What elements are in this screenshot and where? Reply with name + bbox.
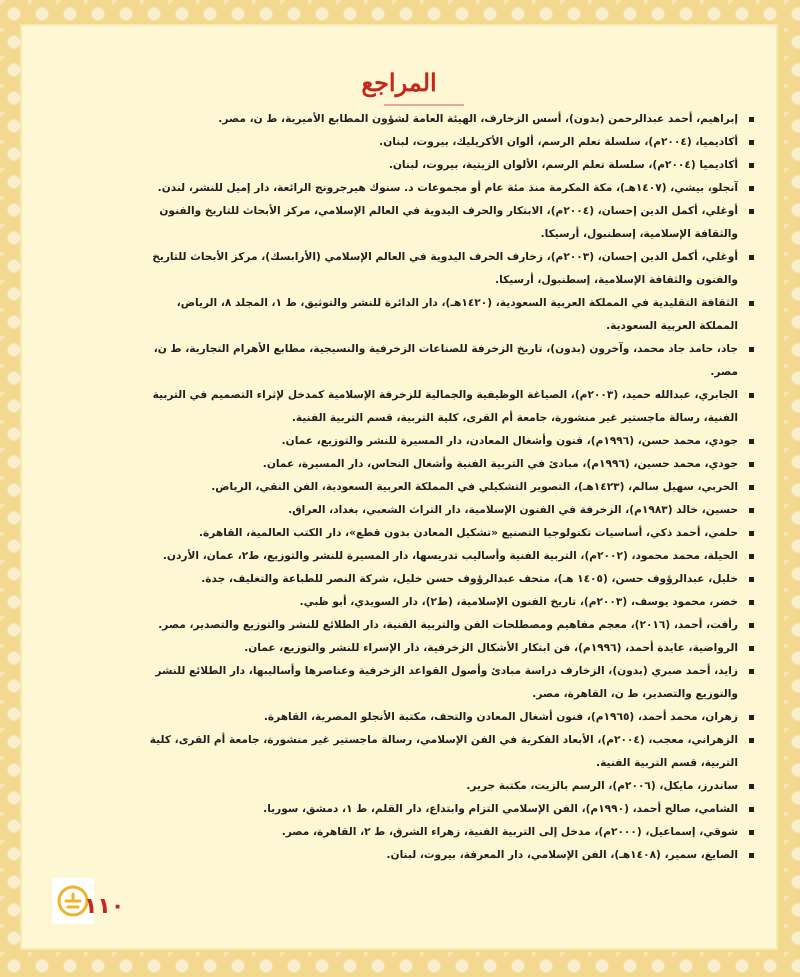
reference-item: أوغلي، أكمل الدين إحسان، (٢٠٠٣م)، زخارف الحرف اليدوية في العالم الإسلامي (الأرابسك)، مركز الأبحاث للتاريخ والفنون والثقافة الإسلامية، إسطنبول، أرسيكا. (146, 246, 756, 292)
page (22, 26, 776, 948)
reference-item: الحيلة، محمد محمود، (٢٠٠٢م)، التربية الفنية وأساليب تدريسها، دار المسيرة للنشر والتوزيع، ط٢، عمان، الأردن. (146, 545, 756, 568)
page-number: ١١٠ (84, 894, 125, 919)
reference-item: الرواضية، عايدة أحمد، (١٩٩٦م)، فن ابتكار الأشكال الزخرفية، دار الإسراء للنشر والتوزيع، عمان. (146, 637, 756, 660)
reference-item: الشامي، صالح أحمد، (١٩٩٠م)، الفن الإسلامي التزام وابتداع، دار القلم، ط ١، دمشق، سوريا. (146, 798, 756, 821)
page-title: المراجع (361, 68, 437, 97)
reference-item: زايد، أحمد صبري (بدون)، الزخارف دراسة مبادئ وأصول القواعد الزخرفية وعناصرها وأساليبها، دار الطلائع للنشر والتوزيع والتصدير، ط ن، القاهرة، مصر. (146, 660, 756, 706)
reference-item: ساندرز، مايكل، (٢٠٠٦م)، الرسم بالزيت، مكتبة جرير. (146, 775, 756, 798)
title-underline (384, 104, 464, 106)
reference-item: جاد، حامد جاد محمد، وآخرون (بدون)، تاريخ الزخرفة للصناعات الزخرفية والنسيجية، مطابع الأهرام التجارية، ط ن، مصر. (146, 338, 756, 384)
reference-item: خضر، محمود يوسف، (٢٠٠٣م)، تاريخ الفنون الإسلامية، (ط٢)، دار السويدي، أبو ظبي. (146, 591, 756, 614)
reference-item: خليل، عبدالرؤوف حسن، (١٤٠٥ هـ)، متحف عبدالرؤوف حسن خليل، شركة النصر للطباعة والتغليف، جدة. (146, 568, 756, 591)
reference-item: أكاديميا، (٢٠٠٤م)، سلسلة تعلم الرسم، ألوان الأكريليك، بيروت، لبنان. (146, 131, 756, 154)
reference-item: إبراهيم، أحمد عبدالرحمن (بدون)، أسس الزخارف، الهيئة العامة لشؤون المطابع الأميرية، ط ن، مصر. (146, 108, 756, 131)
reference-item: حسين، خالد (١٩٨٣م)، الزخرفة في الفنون الإسلامية، دار التراث الشعبي، بغداد، العراق. (146, 499, 756, 522)
reference-item: جودي، محمد حسن، (١٩٩٦م)، فنون وأشغال المعادن، دار المسيرة للنشر والتوزيع، عمان. (146, 430, 756, 453)
reference-item: أوغلي، أكمل الدين إحسان، (٢٠٠٤م)، الابتكار والحرف اليدوية في العالم الإسلامي، مركز الأبحاث للتاريخ والفنون والثقافة الإسلامية، إسطنبول، أرسيكا. (146, 200, 756, 246)
reference-item: شوقي، إسماعيل، (٢٠٠٠م)، مدخل إلى التربية الفنية، زهراء الشرق، ط ٢، القاهرة، مصر. (146, 821, 756, 844)
references-list (146, 108, 756, 867)
reference-item: الثقافة التقليدية في المملكة العربية السعودية، (١٤٢٠هـ)، دار الدائرة للنشر والتوثيق، ط ١، المجلد ٨، الرياض، المملكة العربية السعودية. (146, 292, 756, 338)
reference-item: أكاديميا (٢٠٠٤م)، سلسلة تعلم الرسم، الألوان الزيتية، بيروت، لبنان. (146, 154, 756, 177)
reference-item: الجابري، عبدالله حميد، (٢٠٠٣م)، الصياغة الوظيفية والجمالية للزخرفة الإسلامية كمدخل لإثراء التصميم في التربية الفنية، رسالة ماجستير غير منشورة، جامعة أم القرى، كلية التربية، قسم التربية الفنية. (146, 384, 756, 430)
reference-item: الصايغ، سمير، (١٤٠٨هـ)، الفن الإسلامي، دار المعرفة، بيروت، لبنان. (146, 844, 756, 867)
reference-item: حلمي، أحمد ذكي، أساسيات تكنولوجيا التصنيع «تشكيل المعادن بدون قطع»، دار الكتب العالمية، القاهرة. (146, 522, 756, 545)
reference-item: الزهراني، معجب، (٢٠٠٤م)، الأبعاد الفكرية في الفن الإسلامي، رسالة ماجستير غير منشورة، جامعة أم القرى، كلية التربية، قسم التربية الفنية. (146, 729, 756, 775)
reference-item: رأفت، أحمد، (٢٠١٦)، معجم مفاهيم ومصطلحات الفن والتربية الفنية، دار الطلائع للنشر والتوزيع والتصدير، مصر. (146, 614, 756, 637)
reference-item: الحربي، سهيل سالم، (١٤٢٣هـ)، التصوير التشكيلي في المملكة العربية السعودية، الفن النقي، الرياض. (146, 476, 756, 499)
reference-item: زهران، محمد أحمد، (١٩٦٥م)، فنون أشغال المعادن والتحف، مكتبة الأنجلو المصرية، القاهرة. (146, 706, 756, 729)
reference-item: آنجلو، بيشي، (١٤٠٧هـ)، مكة المكرمة منذ مئة عام أو مجموعات د. سنوك هيرجرونج الرائعة، دار إميل للنشر، لندن. (146, 177, 756, 200)
reference-item: جودي، محمد حسين، (١٩٩٦م)، مبادئ في التربية الفنية وأشغال النحاس، دار المسيرة، عمان. (146, 453, 756, 476)
